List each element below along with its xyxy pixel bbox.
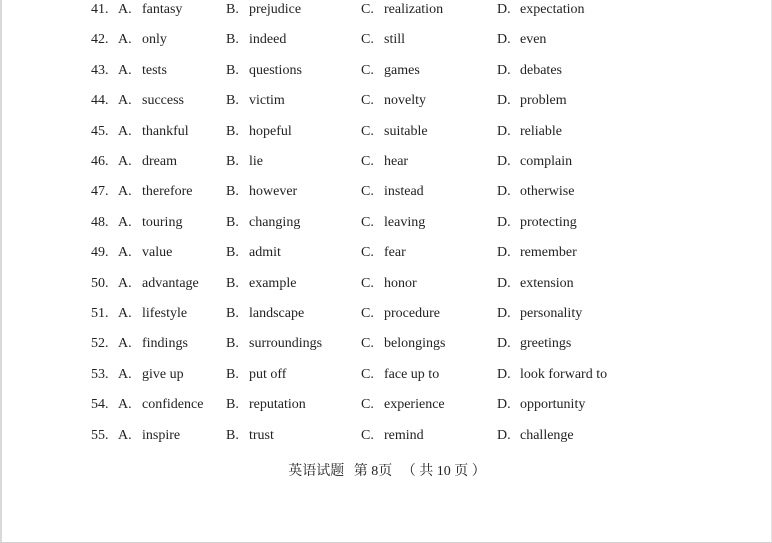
option-text-b: prejudice xyxy=(249,2,302,17)
question-row xyxy=(0,182,772,202)
option-letter-a: A. xyxy=(118,336,132,352)
option-letter-a: A. xyxy=(118,427,132,443)
question-number: 54. xyxy=(91,397,109,413)
option-letter-b: B. xyxy=(226,2,239,17)
option-text-c: fear xyxy=(384,245,406,261)
option-text-b: example xyxy=(249,275,297,291)
option-letter-b: B. xyxy=(226,154,239,169)
option-text-c: hear xyxy=(384,154,409,169)
option-letter-c: C. xyxy=(361,336,374,352)
option-letter-b: B. xyxy=(226,62,239,78)
footer-total-pages: （ 共 10 页 ） xyxy=(401,464,486,479)
option-text-a: confidence xyxy=(142,397,204,413)
option-letter-a: A. xyxy=(118,397,132,413)
option-letter-a: A. xyxy=(118,93,132,109)
option-letter-c: C. xyxy=(361,275,374,291)
option-text-d: complain xyxy=(520,154,573,169)
option-text-a: inspire xyxy=(142,427,181,443)
option-text-c: procedure xyxy=(384,306,440,321)
option-text-a: tests xyxy=(142,62,167,78)
option-text-d: reliable xyxy=(520,123,562,139)
option-letter-a: A. xyxy=(118,2,132,17)
option-text-c: face up to xyxy=(384,366,440,382)
option-letter-a: A. xyxy=(118,62,132,78)
option-text-c: still xyxy=(384,32,406,48)
question-number: 53. xyxy=(91,366,109,382)
option-letter-c: C. xyxy=(361,62,374,78)
question-row xyxy=(0,304,772,324)
option-letter-d: D. xyxy=(497,306,511,321)
question-number: 41. xyxy=(91,2,109,17)
question-number: 55. xyxy=(91,427,109,443)
option-text-b: admit xyxy=(249,245,281,261)
option-text-b: victim xyxy=(249,93,285,109)
option-letter-b: B. xyxy=(226,93,239,109)
option-text-c: games xyxy=(384,62,420,78)
option-text-c: remind xyxy=(384,427,424,443)
option-letter-d: D. xyxy=(497,275,511,291)
option-letter-d: D. xyxy=(497,397,511,413)
question-row xyxy=(0,365,772,385)
option-text-d: expectation xyxy=(520,2,585,17)
option-text-a: success xyxy=(142,93,184,109)
option-letter-c: C. xyxy=(361,245,374,261)
option-text-b: landscape xyxy=(249,306,305,321)
option-text-d: even xyxy=(520,32,547,48)
option-letter-b: B. xyxy=(226,397,239,413)
option-letter-c: C. xyxy=(361,154,374,169)
question-number: 48. xyxy=(91,214,109,230)
question-number: 45. xyxy=(91,123,109,139)
question-row xyxy=(0,0,772,20)
option-letter-c: C. xyxy=(361,2,374,17)
option-letter-c: C. xyxy=(361,123,374,139)
question-number: 46. xyxy=(91,154,109,169)
option-letter-d: D. xyxy=(497,154,511,169)
question-row xyxy=(0,152,772,172)
option-text-d: personality xyxy=(520,306,583,321)
option-letter-c: C. xyxy=(361,366,374,382)
option-text-b: put off xyxy=(249,366,287,382)
option-letter-d: D. xyxy=(497,336,511,352)
option-text-a: touring xyxy=(142,214,183,230)
option-letter-d: D. xyxy=(497,366,511,382)
option-text-a: thankful xyxy=(142,123,189,139)
question-number: 49. xyxy=(91,245,109,261)
option-text-d: protecting xyxy=(520,214,577,230)
option-text-b: hopeful xyxy=(249,123,292,139)
option-text-a: therefore xyxy=(142,184,193,200)
option-text-d: extension xyxy=(520,275,574,291)
option-text-c: instead xyxy=(384,184,424,200)
option-letter-a: A. xyxy=(118,245,132,261)
question-row xyxy=(0,61,772,81)
option-letter-d: D. xyxy=(497,184,511,200)
option-letter-d: D. xyxy=(497,427,511,443)
option-text-d: opportunity xyxy=(520,397,586,413)
option-letter-d: D. xyxy=(497,93,511,109)
option-letter-d: D. xyxy=(497,32,511,48)
option-text-b: changing xyxy=(249,214,301,230)
option-letter-d: D. xyxy=(497,214,511,230)
option-text-d: greetings xyxy=(520,336,572,352)
option-letter-a: A. xyxy=(118,184,132,200)
option-text-d: otherwise xyxy=(520,184,575,200)
option-letter-d: D. xyxy=(497,2,511,17)
question-row xyxy=(0,91,772,111)
option-letter-b: B. xyxy=(226,214,239,230)
question-number: 47. xyxy=(91,184,109,200)
option-letter-b: B. xyxy=(226,32,239,48)
option-text-b: questions xyxy=(249,62,302,78)
option-letter-b: B. xyxy=(226,366,239,382)
footer-subject: 英语试题 xyxy=(288,464,345,479)
option-letter-a: A. xyxy=(118,123,132,139)
question-number: 52. xyxy=(91,336,109,352)
question-row xyxy=(0,426,772,446)
option-text-c: belongings xyxy=(384,336,446,352)
option-text-a: fantasy xyxy=(142,2,183,17)
option-text-b: however xyxy=(249,184,298,200)
option-text-c: experience xyxy=(384,397,445,413)
option-letter-a: A. xyxy=(118,154,132,169)
option-text-d: remember xyxy=(520,245,577,261)
question-number: 44. xyxy=(91,93,109,109)
option-letter-c: C. xyxy=(361,184,374,200)
option-text-c: leaving xyxy=(384,214,426,230)
question-row xyxy=(0,243,772,263)
option-text-a: findings xyxy=(142,336,188,352)
option-text-b: trust xyxy=(249,427,274,443)
option-letter-d: D. xyxy=(497,245,511,261)
option-text-b: indeed xyxy=(249,32,287,48)
option-text-c: novelty xyxy=(384,93,426,109)
option-text-a: only xyxy=(142,32,167,48)
option-letter-b: B. xyxy=(226,123,239,139)
option-letter-c: C. xyxy=(361,306,374,321)
question-row xyxy=(0,395,772,415)
option-letter-c: C. xyxy=(361,427,374,443)
option-letter-c: C. xyxy=(361,93,374,109)
option-text-c: honor xyxy=(384,275,417,291)
option-letter-b: B. xyxy=(226,275,239,291)
option-letter-a: A. xyxy=(118,306,132,321)
option-text-b: surroundings xyxy=(249,336,323,352)
option-letter-a: A. xyxy=(118,214,132,230)
footer-page-number: 第 8页 xyxy=(353,464,393,479)
question-row xyxy=(0,274,772,294)
option-letter-c: C. xyxy=(361,32,374,48)
option-text-b: reputation xyxy=(249,397,306,413)
option-letter-c: C. xyxy=(361,214,374,230)
option-letter-b: B. xyxy=(226,184,239,200)
option-letter-a: A. xyxy=(118,32,132,48)
option-letter-d: D. xyxy=(497,62,511,78)
option-text-b: lie xyxy=(249,154,263,169)
option-text-a: dream xyxy=(142,154,177,169)
option-text-d: challenge xyxy=(520,427,574,443)
option-text-d: debates xyxy=(520,62,562,78)
option-letter-b: B. xyxy=(226,336,239,352)
option-letter-a: A. xyxy=(118,275,132,291)
option-text-a: give up xyxy=(142,366,184,382)
question-number: 50. xyxy=(91,275,109,291)
question-row xyxy=(0,122,772,142)
option-letter-d: D. xyxy=(497,123,511,139)
question-row xyxy=(0,30,772,50)
option-text-a: advantage xyxy=(142,275,199,291)
question-row xyxy=(0,334,772,354)
question-number: 42. xyxy=(91,32,109,48)
option-text-c: realization xyxy=(384,2,444,17)
option-letter-b: B. xyxy=(226,245,239,261)
page-footer xyxy=(0,462,772,482)
option-text-d: problem xyxy=(520,93,567,109)
option-letter-b: B. xyxy=(226,427,239,443)
option-text-d: look forward to xyxy=(520,366,608,382)
question-row xyxy=(0,213,772,233)
option-letter-b: B. xyxy=(226,306,239,321)
option-text-a: value xyxy=(142,245,173,261)
option-letter-c: C. xyxy=(361,397,374,413)
option-letter-a: A. xyxy=(118,366,132,382)
option-text-a: lifestyle xyxy=(142,306,188,321)
question-number: 43. xyxy=(91,62,109,78)
question-number: 51. xyxy=(91,306,109,321)
option-text-c: suitable xyxy=(384,123,428,139)
